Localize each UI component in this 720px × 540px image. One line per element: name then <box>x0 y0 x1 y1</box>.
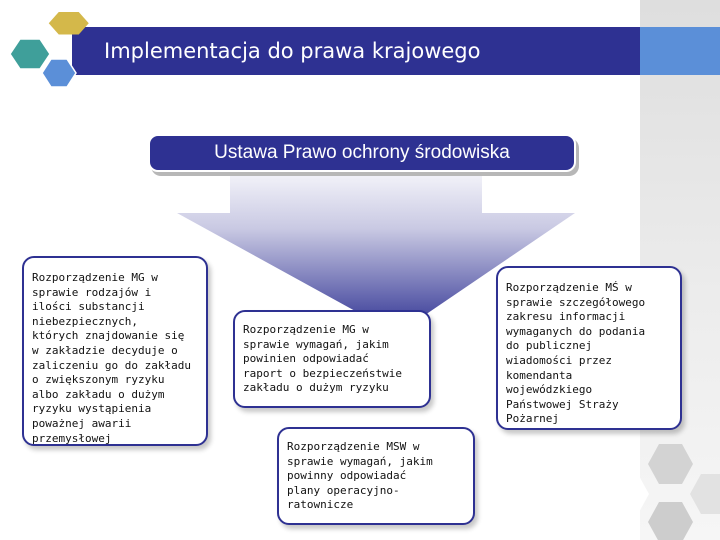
node-middle-regulation: Rozporządzenie MG w sprawie wymagań, jakim powinien odpowiadać raport o bezpieczeństwie zakładu o dużym ryzyku <box>233 310 431 408</box>
page-title: Implementacja do prawa krajowego <box>104 39 481 63</box>
node-bottom-regulation: Rozporządzenie MSW w sprawie wymagań, jakim powinny odpowiadać plany operacyjno- ratownicze <box>277 427 475 525</box>
node-right-regulation: Rozporządzenie MŚ w sprawie szczegółowego zakresu informacji wymaganych do podania do publicznej wiadomości przez komendanta wojewódzkiego Państwowej Straży Pożarnej <box>496 266 682 430</box>
main-node-act: Ustawa Prawo ochrony środowiska <box>148 134 576 172</box>
node-left-regulation: Rozporządzenie MG w sprawie rodzajów i ilości substancji niebezpiecznych, których znajdowanie się w zakładzie decyduje o zaliczeniu go do zakładu o zwiększonym ryzyku albo zakładu o dużym ryzyku wystąpienia poważnej awarii przemysłowej <box>22 256 208 446</box>
